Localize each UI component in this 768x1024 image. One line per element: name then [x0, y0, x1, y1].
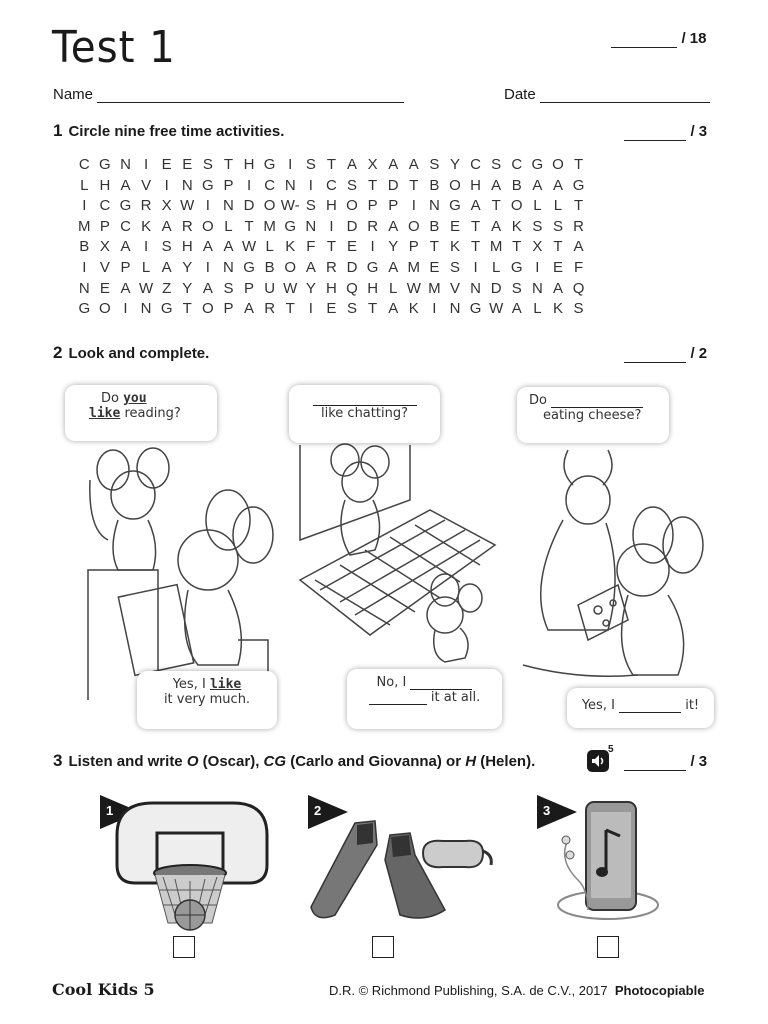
word-search-letter[interactable]: E — [552, 258, 563, 276]
word-search-letter[interactable]: N — [223, 197, 234, 215]
word-search-letter[interactable]: E — [449, 217, 460, 235]
word-search-letter[interactable]: D — [490, 279, 502, 297]
word-search-letter[interactable]: Y — [182, 279, 193, 297]
page-title: Test 1 — [52, 22, 176, 73]
word-search-letter[interactable]: O — [284, 258, 297, 276]
word-search-letter[interactable]: A — [388, 258, 399, 276]
word-search-letter[interactable]: G — [119, 197, 132, 215]
word-search-letter[interactable]: O — [449, 176, 461, 194]
word-search-letter[interactable]: A — [470, 197, 481, 215]
word-search-letter[interactable]: S — [347, 176, 358, 194]
word-search-letter[interactable]: B — [79, 238, 90, 256]
word-search-letter[interactable]: C — [99, 197, 111, 215]
speaker-icon — [587, 750, 609, 772]
section3-text-4: (Helen). — [476, 753, 536, 770]
basketball-hoop-icon — [113, 795, 271, 935]
word-search-letter[interactable]: T — [326, 156, 336, 173]
name-field — [53, 86, 404, 103]
section3-heading — [53, 751, 535, 771]
word-search-letter[interactable]: G — [160, 300, 173, 318]
section1-score-label: / 3 — [690, 123, 708, 140]
scene3-answer-pre: Yes, I — [581, 698, 615, 713]
word-search-letter[interactable]: O — [407, 217, 420, 235]
word-search-letter[interactable]: H — [326, 279, 337, 297]
word-search-letter[interactable]: B — [511, 176, 522, 194]
word-search-letter[interactable]: N — [140, 300, 152, 318]
word-search-letter[interactable]: L — [389, 279, 398, 297]
word-search-letter[interactable]: Z — [162, 279, 172, 297]
word-search-letter[interactable]: Q — [346, 279, 358, 297]
word-search-letter[interactable]: H — [181, 238, 193, 256]
word-search-letter[interactable]: G — [510, 258, 523, 276]
flippers-and-mask-icon — [305, 815, 500, 925]
footer-copyright — [329, 983, 704, 998]
word-search-letter[interactable]: G — [99, 156, 111, 173]
scene1-question-post: reading? — [124, 406, 181, 421]
word-search-letter[interactable]: P — [223, 176, 234, 194]
speech-bubble-1-question — [65, 385, 217, 441]
word-search-letter[interactable]: I — [370, 238, 375, 256]
word-search-letter[interactable]: L — [533, 197, 542, 215]
item-1-number: 1 — [106, 803, 114, 818]
audio-track-number: 5 — [608, 744, 614, 755]
word-search-letter[interactable]: T — [326, 238, 336, 256]
word-search-letter[interactable]: N — [305, 217, 317, 235]
section2-number: 2 — [53, 343, 63, 362]
word-search-letter[interactable]: M — [407, 258, 421, 276]
scene2-question-blank[interactable] — [313, 395, 417, 406]
total-score — [611, 30, 706, 48]
word-search-row — [74, 237, 589, 258]
word-search-letter[interactable]: S — [202, 156, 213, 173]
scene3-question-pre: Do — [529, 393, 547, 408]
word-search-letter[interactable]: A — [491, 176, 502, 194]
word-search-letter[interactable]: T — [429, 238, 439, 256]
word-search-letter[interactable]: T — [573, 156, 584, 173]
word-search-letter[interactable]: A — [120, 279, 131, 297]
word-search-letter[interactable]: K — [552, 300, 563, 318]
item-1-checkbox[interactable] — [173, 936, 195, 958]
word-search-letter[interactable]: H — [326, 197, 337, 215]
word-search-letter[interactable]: Y — [305, 279, 316, 297]
footer-brand-logo: Cool Kids 5 — [52, 980, 155, 999]
word-search-letter[interactable]: T — [470, 238, 481, 256]
scene1-answer-like[interactable]: like — [89, 406, 121, 421]
word-search-letter[interactable]: S — [573, 300, 584, 318]
word-search-letter[interactable]: N — [120, 156, 131, 173]
word-search-letter[interactable]: A — [120, 238, 131, 256]
date-field — [504, 86, 710, 103]
word-search-letter[interactable]: I — [143, 156, 149, 173]
word-search-letter[interactable]: I — [411, 197, 416, 215]
word-search-letter[interactable]: A — [573, 238, 584, 256]
word-search-letter[interactable]: I — [308, 300, 313, 318]
speech-bubble-3-question — [517, 387, 669, 443]
section3-score-blank[interactable] — [624, 754, 686, 771]
word-search-letter[interactable]: G — [531, 156, 544, 173]
word-search-row — [74, 299, 589, 320]
word-search-letter[interactable]: I — [205, 197, 210, 215]
word-search-letter[interactable]: M — [428, 279, 441, 297]
word-search-letter[interactable]: X — [532, 238, 543, 256]
word-search-letter[interactable]: A — [347, 156, 358, 173]
word-search-letter[interactable]: A — [305, 258, 316, 276]
word-search-letter[interactable]: D — [387, 176, 399, 194]
word-search-letter[interactable]: T — [182, 300, 192, 318]
word-search-letter[interactable]: B — [264, 258, 275, 276]
word-search-letter[interactable]: G — [202, 176, 214, 194]
word-search-row — [74, 258, 589, 279]
word-search-letter[interactable]: Q — [572, 279, 585, 297]
word-search-letter[interactable]: N — [531, 279, 543, 297]
word-search-letter[interactable]: Y — [182, 258, 193, 276]
word-search-letter[interactable]: N — [284, 176, 296, 194]
word-search-letter[interactable]: M — [489, 238, 503, 256]
word-search-letter[interactable]: S — [305, 197, 316, 215]
mouse-keyboard-illustration — [295, 440, 500, 670]
section2-score-blank[interactable] — [624, 346, 686, 363]
word-search-letter[interactable]: I — [205, 258, 210, 276]
section1-instruction: Circle nine free time activities. — [68, 123, 285, 140]
word-search-row — [74, 217, 589, 238]
word-search-letter[interactable]: I — [82, 258, 87, 276]
word-search-letter[interactable]: C — [78, 156, 90, 173]
word-search-letter[interactable]: G — [449, 197, 461, 215]
scene2-answer-blank1[interactable] — [410, 679, 472, 690]
word-search-letter[interactable]: K — [141, 217, 152, 235]
word-search-letter[interactable]: S — [491, 156, 502, 173]
name-label: Name — [53, 86, 94, 103]
word-search-letter[interactable]: E — [347, 238, 358, 256]
word-search-letter[interactable]: O — [263, 197, 276, 215]
word-search-letter[interactable]: R — [367, 217, 379, 235]
word-search-letter[interactable]: N — [223, 258, 234, 276]
word-search-letter[interactable]: O — [99, 300, 111, 318]
word-search-letter[interactable]: I — [308, 176, 313, 194]
word-search-letter[interactable]: F — [573, 258, 584, 276]
scene3-question-blank[interactable] — [551, 397, 643, 408]
section3-score-label: / 3 — [690, 753, 708, 770]
word-search-letter[interactable]: S — [223, 279, 234, 297]
scene1-answer-pre: Yes, I — [172, 677, 206, 692]
word-search-letter[interactable]: B — [429, 217, 440, 235]
date-label: Date — [504, 86, 536, 103]
word-search-letter[interactable]: B — [429, 176, 440, 194]
word-search-letter[interactable]: A — [161, 258, 172, 276]
item-2-checkbox[interactable] — [372, 936, 394, 958]
word-search-letter[interactable]: L — [141, 258, 151, 276]
scene2-answer-pre: No, I — [376, 675, 407, 690]
word-search-letter[interactable]: I — [123, 300, 128, 318]
word-search-letter[interactable]: G — [284, 217, 297, 235]
word-search-letter[interactable]: D — [346, 258, 358, 276]
total-score-label: / 18 — [681, 30, 707, 47]
section1-heading — [53, 121, 284, 141]
word-search-letter[interactable]: P — [120, 258, 131, 276]
section3-text-3: (Carlo and Giovanna) or — [286, 753, 466, 770]
word-search-letter[interactable]: H — [243, 156, 255, 173]
date-input-line[interactable] — [540, 86, 710, 103]
word-search-letter[interactable]: Y — [388, 238, 399, 256]
scene1-answer-post: it very much. — [163, 692, 251, 707]
word-search-letter[interactable]: R — [326, 258, 337, 276]
word-search-letter[interactable]: O — [552, 156, 564, 173]
word-search-letter[interactable]: X — [161, 197, 172, 215]
word-search-letter[interactable]: S — [429, 156, 440, 173]
word-search-letter[interactable]: A — [202, 238, 213, 256]
word-search-letter[interactable]: S — [449, 258, 460, 276]
word-search-letter[interactable]: L — [533, 300, 542, 318]
word-search-letter[interactable]: T — [512, 238, 522, 256]
scene1-answer-fill[interactable]: like — [209, 677, 242, 692]
word-search-letter[interactable]: T — [470, 217, 481, 235]
word-search-letter[interactable]: S — [161, 238, 172, 256]
section1-number: 1 — [53, 121, 63, 140]
word-search-letter[interactable]: W — [180, 197, 195, 215]
word-search-letter[interactable]: S — [511, 279, 522, 297]
section2-score-label: / 2 — [690, 345, 708, 362]
word-search-letter[interactable]: D — [243, 197, 255, 215]
word-search-letter[interactable]: U — [264, 279, 276, 297]
word-search-letter[interactable]: Y — [449, 156, 460, 173]
word-search-letter[interactable]: O — [346, 197, 358, 215]
word-search-row — [74, 196, 589, 217]
section2-instruction: Look and complete. — [68, 345, 210, 362]
word-search-letter[interactable]: M — [78, 217, 91, 235]
speech-bubble-3-answer — [567, 688, 714, 728]
word-search-letter[interactable]: H — [99, 176, 111, 194]
word-search-letter[interactable]: M — [263, 217, 276, 235]
word-search-letter[interactable]: A — [388, 217, 399, 235]
item-3-checkbox[interactable] — [597, 936, 619, 958]
word-search-letter[interactable]: P — [388, 197, 399, 215]
word-search-letter[interactable]: T — [491, 197, 501, 215]
section3-text-2: (Oscar), — [198, 753, 264, 770]
word-search-letter[interactable]: A — [161, 217, 172, 235]
audio-icon[interactable] — [587, 750, 609, 772]
word-search-letter[interactable]: L — [224, 217, 233, 235]
word-search-letter[interactable]: I — [82, 197, 87, 215]
word-search-letter[interactable]: R — [264, 300, 276, 318]
word-search-letter[interactable]: W — [283, 279, 298, 297]
word-search-letter[interactable]: E — [429, 258, 440, 276]
music-phone-icon — [548, 800, 668, 930]
speech-bubble-1-answer — [137, 671, 277, 729]
word-search-letter[interactable]: P — [244, 279, 255, 297]
word-search-letter[interactable]: E — [161, 156, 172, 173]
word-search-letter[interactable]: O — [202, 300, 214, 318]
section3-code-cg: CG — [263, 753, 287, 770]
word-search-letter[interactable]: I — [288, 156, 293, 173]
word-search-letter[interactable]: K — [449, 238, 460, 256]
word-search-letter[interactable]: T — [553, 238, 563, 256]
word-search-letter[interactable]: K — [408, 300, 419, 318]
word-search-letter[interactable]: L — [492, 258, 501, 276]
word-search-row — [74, 155, 589, 176]
word-search-letter[interactable]: T — [223, 156, 234, 173]
word-search-letter[interactable]: R — [181, 217, 193, 235]
word-search-letter[interactable]: A — [120, 176, 131, 194]
word-search-letter[interactable]: C — [264, 176, 276, 194]
word-search-letter[interactable]: W — [241, 238, 257, 256]
word-search-letter[interactable]: W — [406, 279, 421, 297]
section1-score-blank[interactable] — [624, 124, 686, 141]
word-search-letter[interactable]: A — [532, 176, 543, 194]
word-search-letter[interactable]: L — [80, 176, 89, 194]
word-search-letter[interactable]: G — [572, 176, 585, 194]
word-search-letter[interactable]: C — [470, 156, 481, 173]
scene1-answer-you[interactable]: you — [123, 391, 147, 406]
item-3-number: 3 — [543, 803, 551, 818]
word-search-letter[interactable]: R — [573, 217, 584, 235]
word-search-letter[interactable]: A — [511, 300, 522, 318]
word-search-letter[interactable]: I — [164, 176, 169, 194]
word-search-letter[interactable]: O — [510, 197, 523, 215]
section3-score — [624, 753, 707, 771]
word-search-letter[interactable]: X — [99, 238, 110, 256]
word-search-letter[interactable]: W — [489, 300, 504, 318]
word-search-letter[interactable]: P — [408, 238, 419, 256]
scene3-question-post: eating cheese? — [543, 408, 642, 423]
word-search-letter[interactable]: T — [368, 300, 378, 318]
word-search-letter[interactable]: C — [511, 156, 523, 173]
word-search-letter[interactable]: T — [573, 197, 584, 215]
word-search-grid[interactable] — [74, 155, 589, 320]
scene1-question-pre: Do — [101, 391, 119, 406]
word-search-row — [74, 279, 589, 300]
scene2-question-post: like chatting? — [321, 406, 408, 421]
word-search-letter[interactable]: F — [306, 238, 316, 256]
section2-heading — [53, 343, 209, 363]
total-score-blank[interactable] — [611, 31, 677, 48]
section2-score — [624, 345, 707, 363]
word-search-letter[interactable]: T — [244, 217, 254, 235]
word-search-letter[interactable]: S — [552, 217, 563, 235]
word-search-letter[interactable]: V — [99, 258, 110, 276]
word-search-letter[interactable]: G — [469, 300, 482, 318]
word-search-letter[interactable]: N — [428, 197, 440, 215]
scene2-answer-blank2[interactable] — [369, 694, 427, 705]
word-search-letter[interactable]: I — [473, 258, 478, 276]
word-search-letter[interactable]: I — [246, 176, 252, 194]
mice-cheese-illustration — [518, 445, 718, 690]
speech-bubble-2-question — [289, 385, 440, 443]
section3-text-1: Listen and write — [68, 753, 187, 770]
word-search-letter[interactable]: A — [552, 279, 563, 297]
word-search-letter[interactable]: T — [368, 176, 378, 194]
word-search-letter[interactable]: C — [120, 217, 131, 235]
word-search-letter[interactable]: W- — [280, 197, 300, 215]
word-search-letter[interactable]: N — [78, 279, 90, 297]
photocopiable-label: Photocopiable — [614, 983, 705, 998]
word-search-letter[interactable]: I — [535, 258, 540, 276]
section3-number: 3 — [53, 751, 63, 770]
scene3-answer-blank[interactable] — [619, 702, 681, 713]
word-search-letter[interactable]: A — [202, 279, 213, 297]
speech-bubble-2-answer — [347, 669, 502, 729]
copyright-text: D.R. © Richmond Publishing, S.A. de C.V., 2017 — [329, 983, 608, 998]
word-search-letter[interactable]: V — [449, 279, 460, 297]
item-2-number: 2 — [314, 803, 322, 818]
word-search-letter[interactable]: E — [99, 279, 110, 297]
word-search-letter[interactable]: A — [244, 300, 255, 318]
word-search-letter[interactable]: L — [553, 197, 563, 215]
word-search-letter[interactable]: G — [243, 258, 255, 276]
word-search-letter[interactable]: R — [140, 197, 152, 215]
word-search-letter[interactable]: T — [285, 300, 295, 318]
section1-score — [624, 123, 707, 141]
scene2-answer-post: it at all. — [430, 690, 481, 705]
name-input-line[interactable] — [97, 86, 404, 103]
word-search-letter[interactable]: K — [511, 217, 522, 235]
word-search-letter[interactable]: A — [408, 156, 419, 173]
word-search-letter[interactable]: I — [329, 217, 334, 235]
mice-reading-illustration — [78, 440, 278, 705]
word-search-letter[interactable]: P — [223, 300, 234, 318]
word-search-letter[interactable]: H — [367, 279, 379, 297]
word-search-letter[interactable]: S — [347, 300, 358, 318]
word-search-letter[interactable]: N — [449, 300, 461, 318]
word-search-letter[interactable]: A — [223, 238, 234, 256]
word-search-letter[interactable]: N — [181, 176, 193, 194]
word-search-letter[interactable]: E — [326, 300, 337, 318]
word-search-letter[interactable]: P — [99, 217, 110, 235]
word-search-letter[interactable]: A — [491, 217, 502, 235]
word-search-letter[interactable]: W — [138, 279, 154, 297]
scene3-answer-post: it! — [685, 698, 700, 713]
word-search-letter[interactable]: G — [78, 300, 91, 318]
word-search-letter[interactable]: T — [409, 176, 419, 194]
word-search-letter[interactable]: V — [141, 176, 152, 194]
word-search-letter[interactable]: O — [202, 217, 214, 235]
word-search-letter[interactable]: L — [265, 238, 274, 256]
word-search-letter[interactable]: N — [470, 279, 481, 297]
section3-code-o: O — [186, 753, 199, 770]
word-search-letter[interactable]: I — [143, 238, 149, 256]
word-search-letter[interactable]: S — [532, 217, 543, 235]
word-search-letter[interactable]: X — [367, 156, 378, 173]
word-search-letter[interactable]: S — [305, 156, 316, 173]
word-search-letter[interactable]: G — [263, 156, 276, 173]
section3-code-h: H — [465, 753, 477, 770]
word-search-letter[interactable]: E — [182, 156, 193, 173]
word-search-row — [74, 176, 589, 197]
word-search-letter[interactable]: P — [367, 197, 378, 215]
word-search-letter[interactable]: H — [470, 176, 481, 194]
word-search-letter[interactable]: I — [432, 300, 437, 318]
word-search-letter[interactable]: C — [326, 176, 337, 194]
word-search-letter[interactable]: D — [346, 217, 358, 235]
word-search-letter[interactable]: G — [366, 258, 379, 276]
word-search-letter[interactable]: A — [552, 176, 563, 194]
word-search-letter[interactable]: K — [285, 238, 296, 256]
word-search-letter[interactable]: A — [388, 156, 399, 173]
word-search-letter[interactable]: A — [388, 300, 399, 318]
